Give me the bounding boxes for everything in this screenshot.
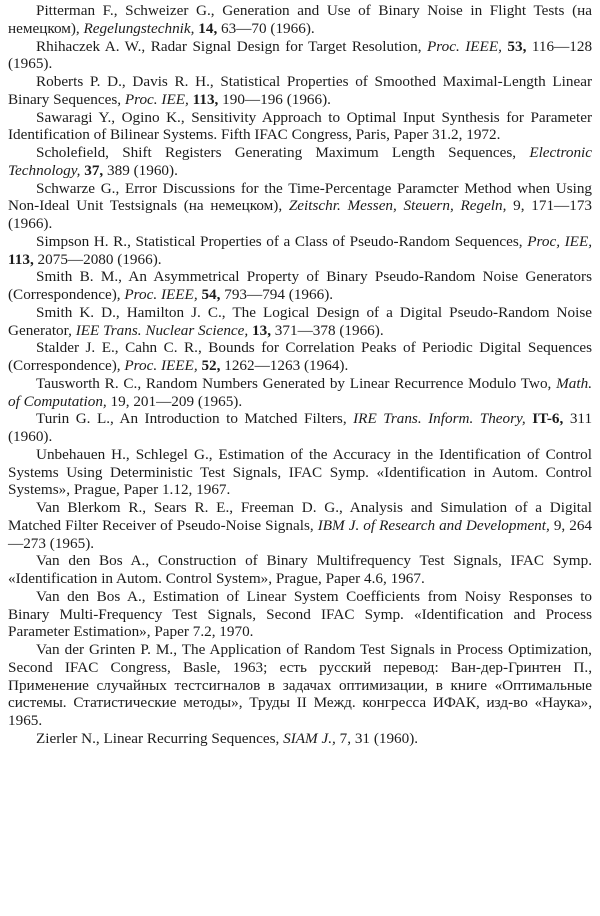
reference-authors: Pitterman F., Schweizer G., — [36, 2, 215, 19]
reference-pages-year: 311 (1960). — [8, 410, 593, 445]
reference-authors: Van der Grinten P. M., — [36, 641, 178, 658]
reference-journal: IBM J. of Research and Development, — [317, 516, 550, 534]
reference-entry — [8, 410, 592, 446]
reference-journal: SIAM J., — [283, 729, 336, 747]
reference-title: An Introduction to Matched Filters, — [119, 410, 347, 428]
reference-pages-year: 9, 264—273 (1965). — [8, 516, 593, 552]
reference-journal: Proc. IEEE, — [427, 37, 502, 55]
reference-journal: Math. of Computation, — [8, 374, 592, 410]
reference-journal: Proc. IEE, — [124, 90, 189, 108]
reference-authors: Zierler N., — [36, 729, 100, 747]
reference-title: An Asymmetrical Property of Binary Pseudo-Random Noise Generators (Correspondence), — [8, 268, 592, 303]
reference-title: Estimation of Linear System Coefficients from Noisy Responses to Binary Multi-Frequency Test Signals, Second IFAC Symp. «Identification and Process Parameter Estimation», Paper 7.2, 1970. — [8, 587, 593, 641]
reference-journal: IEE Trans. Nuclear Science, — [75, 321, 249, 339]
reference-entry — [8, 304, 592, 340]
reference-entry — [8, 588, 592, 641]
reference-authors: Van Blerkom R., Sears R. E., Freeman D. G., — [36, 499, 343, 516]
reference-title: Statistical Properties of Smoothed Maximal-Length Linear Binary Sequences, — [8, 73, 593, 108]
reference-entry — [8, 268, 592, 304]
reference-volume: IT-6, — [532, 410, 564, 428]
reference-title: Error Discussions for the Time-Percentage Paramcter Method when Using Non-Ideal Unit Testsignals (на немецком), — [8, 179, 593, 215]
reference-title: Statistical Properties of a Class of Pseudo-Random Sequences, — [135, 232, 523, 250]
reference-authors: Unbehauen H., Schlegel G., — [36, 445, 213, 463]
reference-authors: Van den Bos A., — [36, 552, 150, 570]
reference-entry — [8, 38, 592, 74]
reference-entry — [8, 180, 592, 233]
reference-authors: Sawaragi Y., Ogino K., — [36, 108, 185, 126]
reference-volume: 113, — [8, 250, 34, 268]
reference-volume: 113, — [192, 90, 219, 108]
reference-entry — [8, 109, 592, 145]
reference-title: Linear Recurring Sequences, — [103, 729, 280, 747]
reference-pages-year: 371—378 (1966). — [274, 321, 384, 339]
reference-title: Analysis and Simulation of a Digital Matched Filter Receiver of Pseudo-Noise Signals, — [8, 499, 592, 534]
reference-authors: Stalder J. E., Cahn C. R., — [36, 339, 202, 357]
reference-title: The Logical Design of a Digital Pseudo-Random Noise Generator, — [8, 303, 592, 339]
reference-entry — [8, 339, 592, 375]
bibliography-list — [8, 2, 592, 748]
reference-entry — [8, 73, 592, 109]
reference-title: Random Numbers Generated by Linear Recurrence Modulo Two, — [145, 374, 552, 392]
reference-title: Generation and Use of Binary Noise in Flight Tests (на немецком), — [8, 2, 592, 37]
reference-entry — [8, 499, 592, 552]
reference-title: Estimation of the Accuracy in the Identification of Control Systems Using Deterministic Test Signals, IFAC Symp. «Identification in Autom. Control Systems», Prague, Paper 1.12, 1967. — [8, 445, 592, 499]
reference-entry — [8, 2, 592, 38]
reference-pages-year: 2075—2080 (1966). — [37, 250, 162, 268]
reference-journal: Proc, IEE, — [527, 232, 593, 250]
reference-volume: 37, — [84, 161, 104, 179]
reference-authors: Simpson H. R., — [36, 232, 131, 250]
reference-authors: Van den Bos A., — [36, 587, 146, 605]
reference-entry — [8, 730, 592, 748]
reference-title: The Application of Random Test Signals in Process Optimization, Second IFAC Congress, Basle, 1963; есть русский перевод: Ван-дер-Гринтен П., Применение случайных тестсигналов в задачах оптимизации, в книге «Оптимальные системы. Статистические методы», Труды II Межд. конгресса ИФАК, изд-во «Наука», 1965. — [8, 641, 592, 729]
reference-title: Shift Registers Generating Maximum Length Sequences, — [122, 144, 517, 161]
reference-entry — [8, 375, 592, 411]
reference-entry — [8, 552, 592, 588]
reference-title: Radar Signal Design for Target Resolution, — [150, 37, 422, 55]
reference-title: Sensitivity Approach to Optimal Input Synthesis for Parameter Identification of Bilinear Systems. Fifth IFAC Congress, Paris, Paper 31.2, 1972. — [8, 108, 593, 144]
reference-pages-year: 19, 201—209 (1965). — [110, 392, 243, 410]
reference-journal: Proc. IEEE, — [124, 286, 198, 303]
reference-title: Bounds for Correlation Peaks of Periodic Digital Sequences (Correspondence), — [8, 339, 593, 374]
reference-authors: Tausworth R. C., — [36, 374, 142, 392]
reference-authors: Schwarze G., — [36, 179, 120, 197]
reference-pages-year: 7, 31 (1960). — [339, 729, 419, 747]
reference-pages-year: 1262—1263 (1964). — [224, 357, 349, 374]
reference-journal: Regelungstechnik, — [83, 19, 195, 37]
reference-entry — [8, 641, 592, 730]
reference-entry — [8, 233, 592, 269]
reference-journal: Zeitschr. Messen, Steuern, Regeln, — [288, 197, 507, 215]
reference-entry — [8, 144, 592, 180]
reference-journal: Proc. IEEE, — [124, 357, 198, 374]
reference-authors: Turin G. L., — [36, 410, 114, 428]
reference-title: Construction of Binary Multifrequency Test Signals, IFAC Symp. «Identification in Autom. Control System», Prague, Paper 4.6, 1967. — [8, 552, 593, 587]
reference-volume: 13, — [252, 321, 271, 339]
reference-authors: Smith K. D., Hamilton J. C., — [36, 303, 226, 321]
reference-volume: 53, — [507, 37, 527, 55]
reference-authors: Roberts P. D., Davis R. H., — [36, 73, 214, 90]
reference-authors: Rhihaczek A. W., — [36, 37, 146, 55]
reference-journal: IRE Trans. Inform. Theory, — [353, 410, 526, 428]
reference-pages-year: 63—70 (1966). — [221, 19, 315, 37]
reference-pages-year: 116—128 (1965). — [8, 37, 593, 73]
reference-pages-year: 9, 171—173 (1966). — [8, 197, 593, 232]
reference-volume: 54, — [201, 286, 221, 303]
reference-authors: Scholefield, — [36, 144, 109, 161]
reference-pages-year: 793—794 (1966). — [224, 286, 334, 303]
reference-volume: 52, — [201, 357, 221, 374]
reference-pages-year: 190—196 (1966). — [222, 90, 331, 108]
reference-journal: Electronic Technology, — [8, 144, 593, 179]
reference-entry — [8, 446, 592, 499]
reference-volume: 14, — [198, 19, 218, 37]
reference-authors: Smith B. M., — [36, 268, 122, 286]
reference-pages-year: 389 (1960). — [107, 161, 178, 179]
